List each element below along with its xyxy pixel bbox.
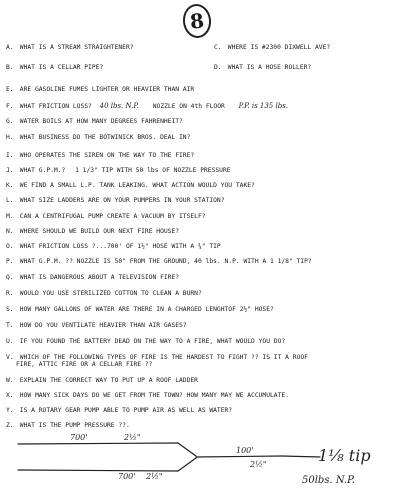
question-text-2: 1 1/3" TIP WITH 50 lbs OF NOZZLE PRESSURE (75, 167, 231, 174)
question-letter: C. (214, 44, 222, 51)
main-size-label: 2½" (250, 460, 267, 469)
handwritten-pressure: 40 lbs. N.P. (99, 102, 139, 110)
question-text: HOW MANY SICK DAYS DO WE GET FROM THE TOWN? HOW MANY MAY WE ACCUMULATE. (19, 392, 289, 399)
question-text-2: NOZZLE ON 4th FLOOR (152, 103, 225, 110)
main-length-label: 100' (236, 446, 254, 455)
question-text: WOULD YOU USE STERILIZED COTTON TO CLEAN A BURN? (19, 290, 202, 297)
question-letter: O. (6, 243, 14, 250)
question-text: WHERE IS #2300 DIXWELL AVE? (227, 44, 331, 51)
nozzle-pressure-label: 50lbs. N.P. (302, 475, 355, 486)
question-letter: W. (6, 377, 14, 384)
lower-hose-line (18, 470, 178, 471)
question-letter: A. (6, 44, 14, 51)
question-letter: U. (6, 338, 14, 345)
question-letter: X. (6, 392, 14, 399)
upper-length-label: 700' (70, 433, 88, 442)
question-text: HOW DO YOU VENTILATE HEAVIER THAN AIR GASES? (19, 322, 187, 329)
question-text: WHO OPERATES THE SIREN ON THE WAY TO THE FIRE? (19, 152, 195, 159)
question-letter: S. (6, 306, 14, 313)
question-text: WHAT IS THE PUMP PRESSURE ??. (19, 422, 130, 429)
lower-siamese-line (178, 458, 196, 471)
question-letter: T. (6, 322, 14, 329)
question-text: WE FIND A SMALL L.P. TANK LEAKING. WHAT ACTION WOULD YOU TAKE? (19, 182, 255, 189)
question-letter: B. (6, 64, 14, 71)
question-text: WHAT G.P.M.? (19, 167, 66, 174)
lower-size-label: 2½" (146, 472, 163, 481)
question-text: WHAT G.P.M. ?? NOZZLE IS 50" FROM THE GROUND, 40 lbs. N.P. WITH A 1 1/8" TIP? (19, 258, 312, 265)
question-letter: Y. (6, 407, 14, 414)
question-letter: I. (6, 152, 14, 159)
question-text: WHAT SIZE LADDERS ARE ON YOUR PUMPERS IN YOUR STATION? (19, 197, 225, 204)
question-text: WHAT BUSINESS DO THE BOTWINICK BROS. DEAL IN? (19, 134, 191, 141)
question-text: WHAT IS A HOSE ROLLER? (227, 64, 312, 71)
question-letter: N. (6, 228, 14, 235)
question-text: IS A ROTARY GEAR PUMP ABLE TO PUMP AIR AS WELL AS WATER? (19, 407, 233, 414)
question-text: WHAT IS A STREAM STRAIGHTENER? (19, 44, 134, 51)
question-letter: V. (6, 354, 14, 361)
upper-siamese-line (178, 443, 196, 456)
upper-hose-line (18, 443, 178, 444)
question-text: WHAT IS DANGEROUS ABOUT A TELEVISION FIRE? (19, 274, 180, 281)
main-hose-line (196, 456, 282, 457)
question-letter: K. (6, 182, 14, 189)
handwritten-pump-pressure: P.P. is 135 lbs. (238, 102, 289, 110)
question-letter: H. (6, 134, 14, 141)
question-letter: P. (6, 258, 14, 265)
question-text: EXPLAIN THE CORRECT WAY TO PUT UP A ROOF LADDER (19, 377, 198, 384)
question-letter: L. (6, 197, 14, 204)
question-text: ARE GASOLINE FUMES LIGHTER OR HEAVIER THAN AIR (19, 86, 195, 93)
question-text: WATER BOILS AT HOW MANY DEGREES FAHRENHEIT? (19, 118, 183, 125)
question-text: WHAT FRICTION LOSS? (19, 103, 92, 110)
question-text: WHAT FRICTION LOSS ?...700' OF 1½" HOSE WITH A ¾" TIP (19, 243, 221, 250)
upper-size-label: 2½" (124, 433, 141, 442)
page-number: 8 (181, 3, 212, 40)
question-letter: R. (6, 290, 14, 297)
nozzle-line (282, 456, 320, 457)
lower-length-label: 700' (118, 472, 136, 481)
question-text-2: FIRE, ATTIC FIRE OR A CELLAR FIRE ?? (16, 361, 153, 368)
question-text: WHAT IS A CELLAR PIPE? (19, 64, 104, 71)
question-letter: Q. (6, 274, 14, 281)
question-text: IF YOU FOUND THE BATTERY DEAD ON THE WAY TO A FIRE, WHAT WOULD YOU DO? (19, 338, 286, 345)
question-text: WHERE SHOULD WE BUILD OUR NEXT FIRE HOUSE? (19, 228, 180, 235)
question-letter: F. (6, 103, 14, 110)
question-text: HOW MANY GALLONS OF WATER ARE THERE IN A CHARGED LENGHTOF 2½" HOSE? (19, 306, 274, 313)
question-text: WHICH OF THE FOLLOWING TYPES OF FIRE IS THE HARDEST TO FIGHT ?? IS IT A ROOF (19, 354, 308, 361)
question-letter: Z. (6, 422, 14, 429)
tip-size-label: 1⅛ tip (318, 446, 371, 465)
question-letter: D. (214, 64, 222, 71)
question-text: CAN A CENTRIFUGAL PUMP CREATE A VACUUM BY ITSELF? (19, 213, 206, 220)
question-letter: J. (6, 167, 14, 174)
question-letter: E. (6, 86, 14, 93)
question-letter: G. (6, 118, 14, 125)
question-letter: M. (6, 213, 14, 220)
